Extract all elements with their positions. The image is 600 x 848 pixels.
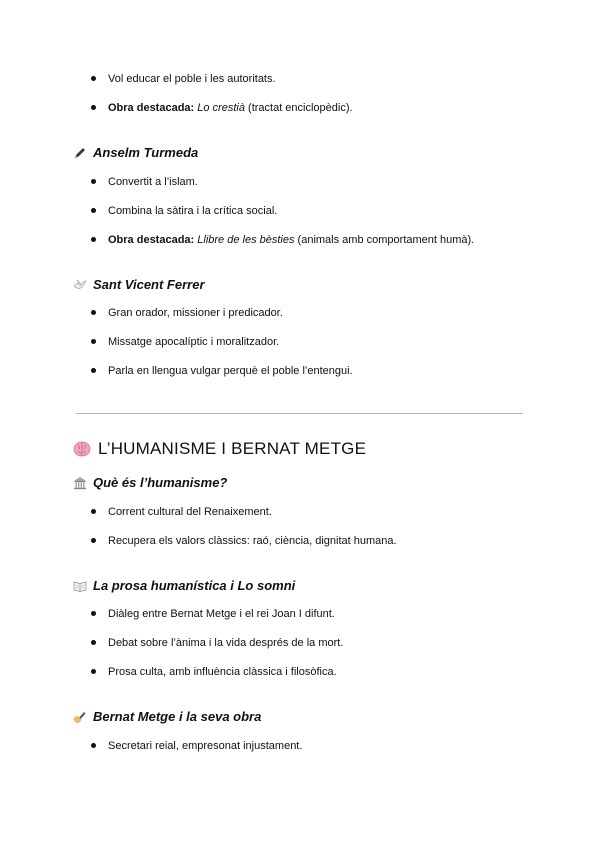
heading-ferrer [73,277,205,292]
heading-turmeda [73,145,198,160]
list-item-text [108,233,474,247]
section-title-text: L’HUMANISME I BERNAT METGE [98,439,367,458]
classical-building-icon [73,476,87,490]
bullet-icon [91,105,96,110]
list-item-text: Vol educar el poble i les autoritats. [108,73,276,85]
list-item-text: Diàleg entre Bernat Metge i el rei Joan I difunt. [108,608,335,620]
work-label: Obra destacada: [108,102,195,114]
horizontal-divider [76,413,523,414]
bullet-icon [91,237,96,242]
list-item-text: Debat sobre l’ànima i la vida després de la mort. [108,637,344,649]
work-note: (animals amb comportament humà). [294,234,475,246]
list-item-text: Prosa culta, amb influència clàssica i filosòfica. [108,666,337,678]
list-item-text: Gran orador, missioner i predicador. [108,307,283,319]
heading-text: La prosa humanística i Lo somni [93,578,296,593]
bullet-icon [91,611,96,616]
heading-text: Què és l’humanisme? [93,475,228,490]
bullet-icon [91,538,96,543]
list-item-text [108,101,353,115]
bullet-icon [91,743,96,748]
heading-metge [73,709,261,724]
list-item-text: Parla en llengua vulgar perquè el poble l’entengui. [108,365,353,377]
list-item-text: Secretari reial, empresonat injustament. [108,740,303,752]
heading-text: Sant Vicent Ferrer [93,277,205,292]
heading-text: Bernat Metge i la seva obra [93,709,262,724]
section-title [73,439,366,459]
list-item-text: Convertit a l’islam. [108,176,198,188]
bullet-icon [91,339,96,344]
bullet-icon [91,509,96,514]
writing-hand-icon [73,710,87,724]
work-title: Lo crestià [197,102,245,114]
bullet-icon [91,669,96,674]
heading-text: Anselm Turmeda [93,145,199,160]
dove-icon [73,278,87,292]
bullet-icon [91,208,96,213]
list-item-text: Corrent cultural del Renaixement. [108,506,272,518]
heading-humanisme [73,475,227,490]
work-label: Obra destacada: [108,234,195,246]
work-note: (tractat enciclopèdic). [244,102,353,114]
bullet-icon [91,76,96,81]
brain-icon [73,440,91,458]
list-item-text: Recupera els valors clàssics: raó, ciència, dignitat humana. [108,535,397,547]
pen-icon [73,146,87,160]
bullet-icon [91,368,96,373]
work-title: Llibre de les bèsties [197,234,295,246]
bullet-icon [91,179,96,184]
list-item-text: Combina la sàtira i la crítica social. [108,205,278,217]
open-book-icon [73,579,87,593]
heading-prosa [73,578,295,593]
bullet-icon [91,310,96,315]
bullet-icon [91,640,96,645]
list-item-text: Missatge apocalíptic i moralitzador. [108,336,280,348]
